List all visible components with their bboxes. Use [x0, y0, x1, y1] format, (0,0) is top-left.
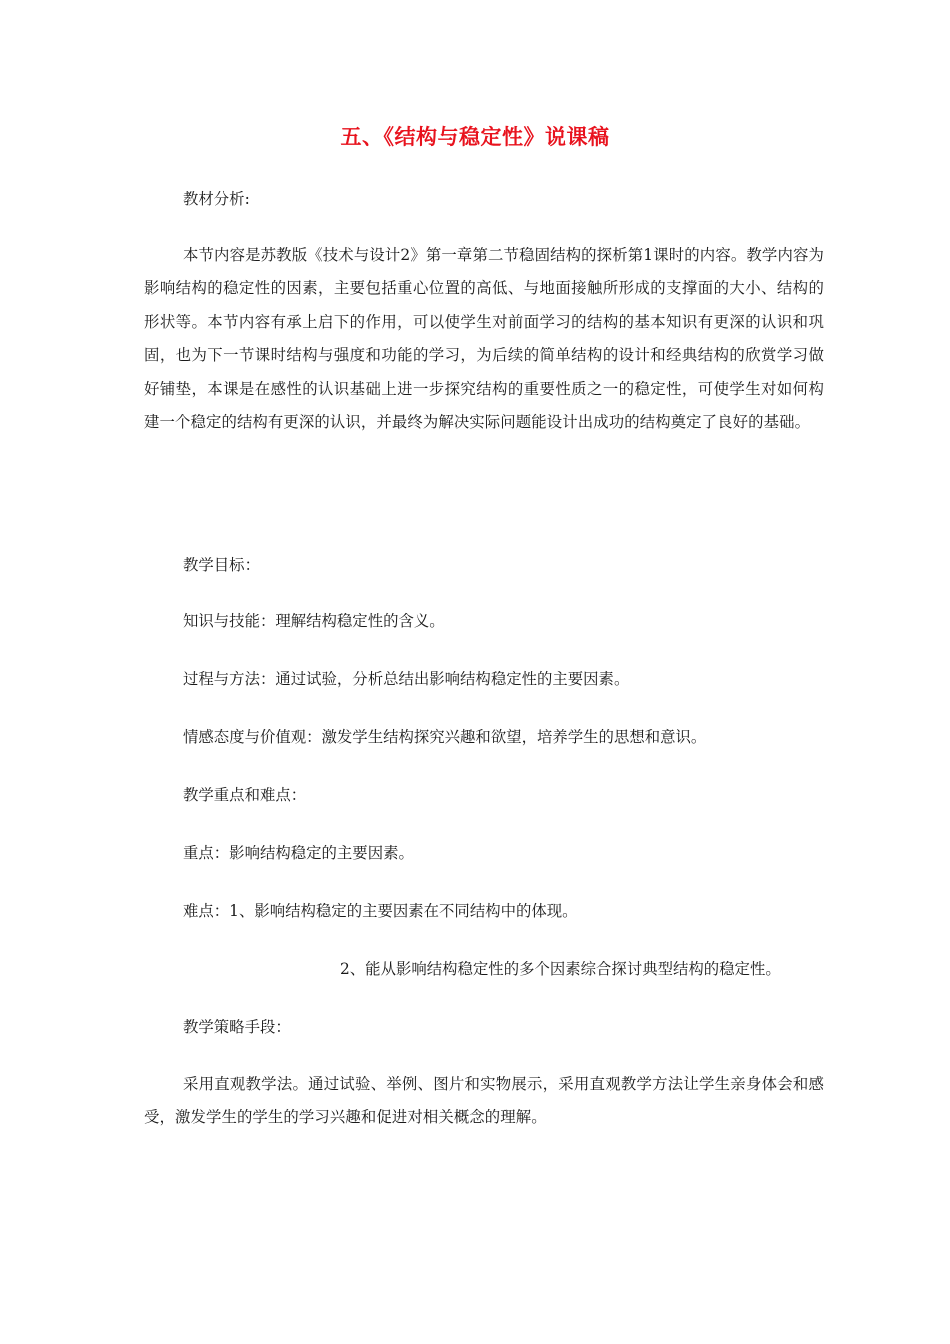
difficulty-2: 2、能从影响结构稳定性的多个因素综合探讨典型结构的稳定性。 — [340, 960, 781, 978]
strategy-paragraph: 采用直观教学法。通过试验、举例、图片和实物展示，采用直观教学方法让学生亲身体会和感受，激发学生的学生的学习兴趣和促进对相关概念的理解。 — [144, 1075, 824, 1127]
analysis-paragraph: 本节内容是苏教版《技术与设计2》第一章第二节稳固结构的探析第1课时的内容。教学内容为影响结构的稳定性的因素，主要包括重心位置的高低、与地面接触所形成的支撑面的大小、结构的形状等。本节内容有承上启下的作用，可以使学生对前面学习的结构的基本知识有更深的认识和巩固，也为下一节课时结构与强度和功能的学习，为后续的简单结构的设计和经典结构的欣赏学习做好铺垫，本课是在感性的认识基础上进一步探究结构的重要性质之一的稳定性，可使学生对如何构建一个稳定的结构有更深的认识，并最终为解决实际问题能设计出成功的结构奠定了良好的基础。 — [144, 246, 824, 432]
key-heading: 教学重点和难点： — [183, 786, 307, 804]
goal-process: 过程与方法：通过试验，分析总结出影响结构稳定性的主要因素。 — [183, 670, 630, 688]
strategy-heading: 教学策略手段： — [183, 1018, 291, 1036]
goal-knowledge: 知识与技能：理解结构稳定性的含义。 — [183, 612, 445, 630]
goal-emotion: 情感态度与价值观：激发学生结构探究兴趣和欲望，培养学生的思想和意识。 — [183, 728, 707, 746]
analysis-heading: 教材分析: — [183, 190, 250, 208]
key-point: 重点：影响结构稳定的主要因素。 — [183, 844, 414, 862]
goals-heading: 教学目标： — [183, 556, 260, 574]
document-title: 五、《结构与稳定性》说课稿 — [340, 124, 610, 149]
difficulty-1: 难点：1、影响结构稳定的主要因素在不同结构中的体现。 — [183, 902, 578, 920]
